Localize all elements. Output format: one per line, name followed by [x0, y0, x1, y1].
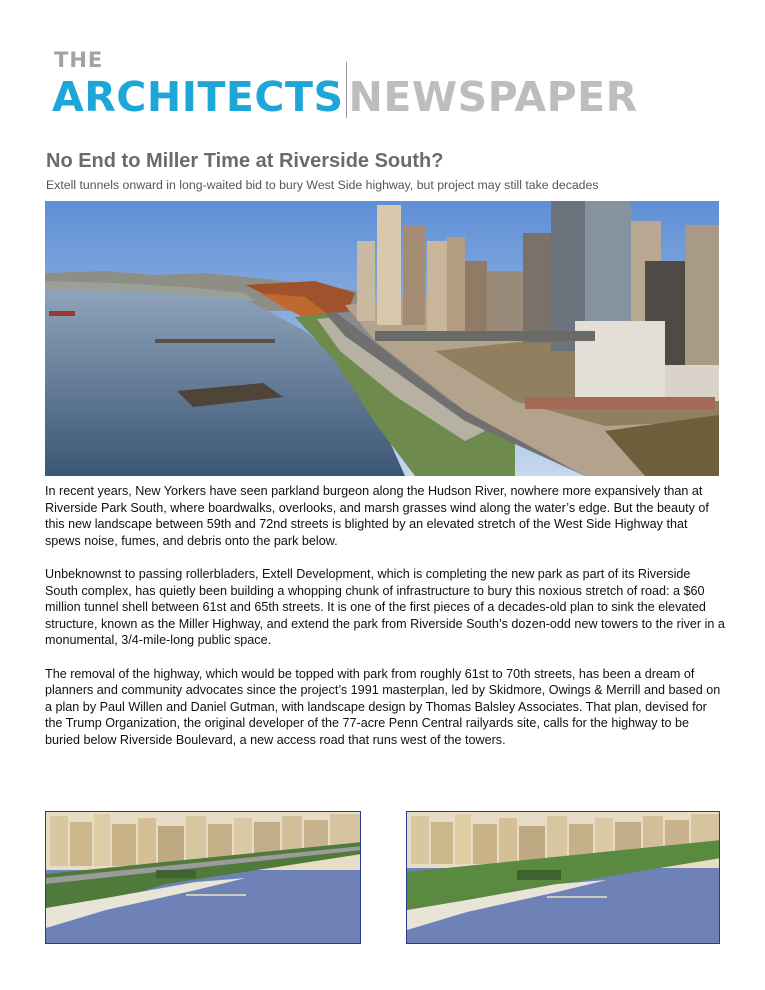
article-body	[45, 483, 725, 765]
masthead-newspaper: NEWSPAPER	[348, 73, 638, 121]
masthead-divider	[346, 62, 347, 118]
aerial-photo	[45, 201, 719, 476]
article-paragraph-3: The removal of the highway, which would be topped with park from roughly 61st to 70th streets, has been a dream of planners and community advocates since the project’s 1991 masterplan, led by Skidmore, Owings & Merrill and based on a plan by Paul Willen and Daniel Gutman, with landscape design by Thomas Balsley Associates. That plan, devised for the Trump Organization, the original developer of the 77-acre Penn Central railyards site, calls for the highway to be buried below Riverside Boulevard, a new access road that runs west of the towers.	[45, 666, 721, 747]
masthead-title	[52, 74, 638, 120]
article-headline: No End to Miller Time at Riverside South?	[46, 150, 444, 172]
article-paragraph-1: In recent years, New Yorkers have seen parkland burgeon along the Hudson River, nowhere more expansively than at Riverside Park South, where boardwalks, overlooks, and marsh grasses wind along the water’s edge. But the beauty of this new landscape between 59th and 72nd streets is blighted by an elevated stretch of the West Side Highway that spews noise, fumes, and debris onto the park below.	[45, 484, 709, 548]
rendering-right	[406, 811, 720, 944]
article-paragraph-2: Unbeknownst to passing rollerbladers, Extell Development, which is completing the new park as part of its Riverside South complex, has quietly been building a whopping chunk of infrastructure to bury this noxious stretch of road: a $60 million tunnel shell between 61st and 65th streets. It is one of the first pieces of a decades-old plan to sink the elevated structure, known as the Miller Highway, and extend the park from Riverside South’s dozen-odd new towers to the river in a monumental, 3/4-mile-long public space.	[45, 566, 725, 648]
article-subhead: Extell tunnels onward in long-waited bid to bury West Side highway, but project may still take decades	[46, 178, 599, 192]
rendering-left	[45, 811, 361, 944]
masthead-architects: ARCHITECTS	[52, 73, 344, 121]
masthead-the: THE	[54, 48, 104, 72]
